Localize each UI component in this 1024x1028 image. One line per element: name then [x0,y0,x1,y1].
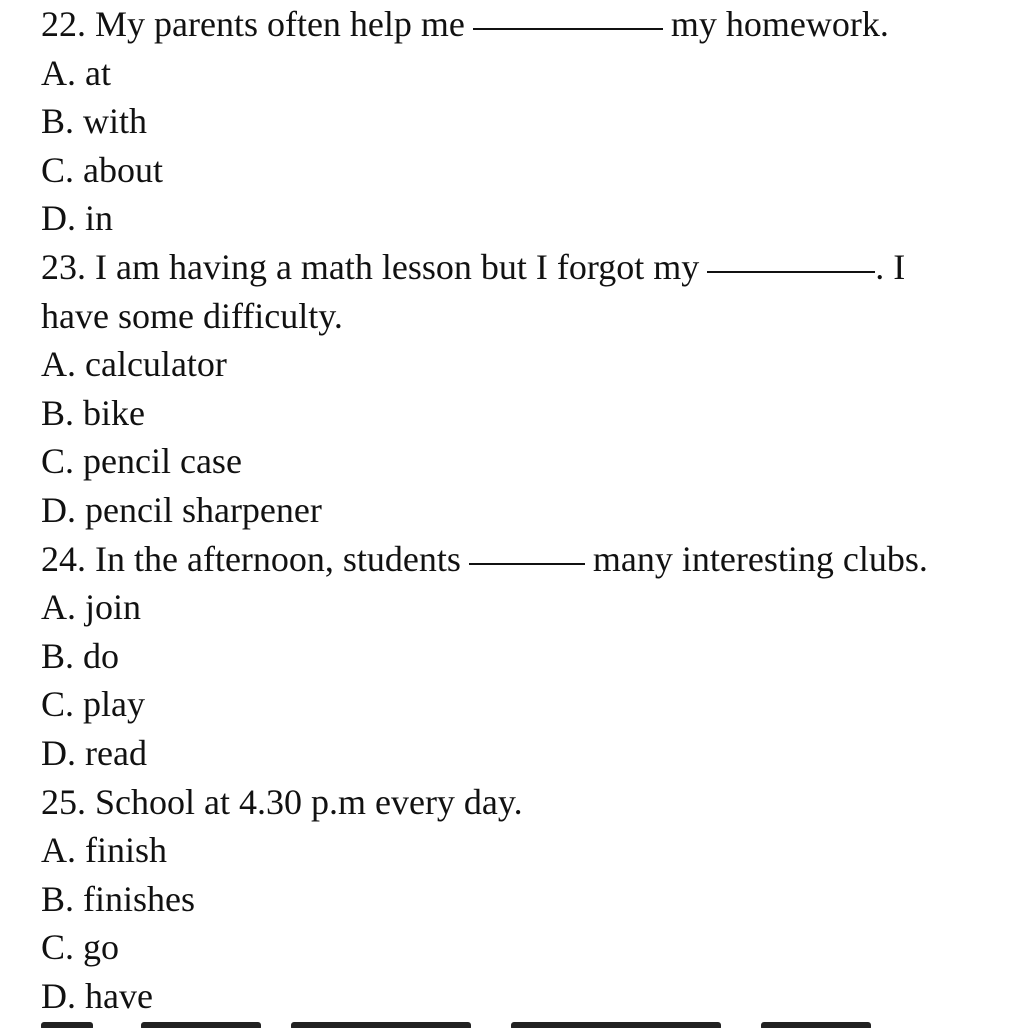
option-b: B. finishes [41,878,196,919]
question-list [41,0,1001,1020]
question-25-stem [41,778,1001,827]
option-d: D. in [41,198,113,239]
question-text: I am having a math lesson but I forgot my [95,246,700,287]
question-text: . I [875,246,906,287]
question-23-stem [41,243,1001,292]
option-d: D. read [41,732,147,773]
option-d: D. pencil sharpener [41,489,322,530]
option-c: C. play [41,684,145,725]
question-22-stem [41,0,1001,49]
answer-blank [469,563,585,565]
question-number: 25. [41,781,86,822]
question-number: 24. [41,538,86,579]
option-c: C. pencil case [41,441,242,482]
option-c: C. go [41,927,120,968]
option-a: A. at [41,52,111,93]
question-22 [41,0,1001,243]
option-a: A. finish [41,830,167,871]
option-a: A. join [41,587,142,628]
option-a: A. calculator [41,344,227,385]
cropped-next-line [41,1018,901,1028]
answer-blank [707,271,875,273]
answer-blank [473,28,663,30]
option-b: B. bike [41,392,145,433]
question-text: School at 4.30 p.m every day. [95,781,523,822]
option-c: C. about [41,149,163,190]
question-text: my homework. [670,4,889,44]
option-d: D. have [41,975,153,1016]
question-24 [41,535,1001,778]
option-b: B. with [41,101,148,142]
question-text: In the afternoon, students [95,538,461,579]
question-text: many interesting clubs. [592,538,928,579]
question-number: 23. [41,246,86,287]
question-23 [41,243,1001,535]
option-b: B. do [41,635,120,676]
question-text: My parents often help me [95,4,465,44]
question-24-stem [41,535,1001,584]
question-number: 22. [41,4,86,44]
question-25 [41,778,1001,1021]
question-23-stem-continued: have some difficulty. [41,295,343,336]
